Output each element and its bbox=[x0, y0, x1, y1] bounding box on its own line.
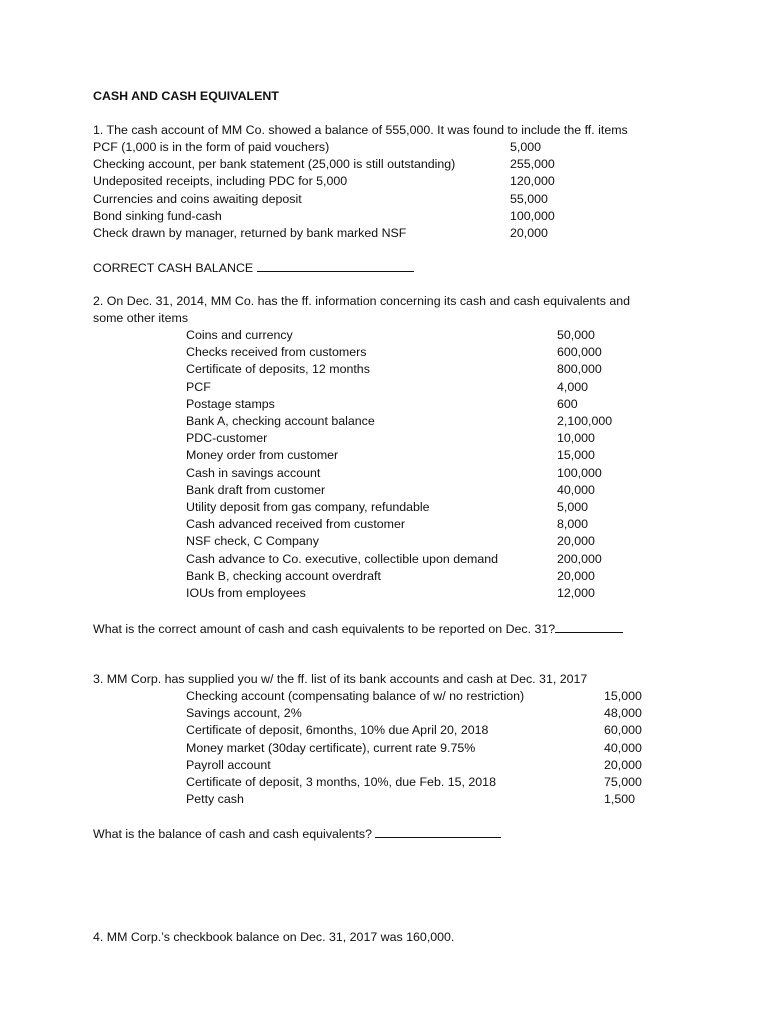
q1-item-label: Check drawn by manager, returned by bank marked NSF bbox=[93, 226, 407, 240]
q2-item bbox=[0, 396, 768, 413]
q2-item-label: NSF check, C Company bbox=[186, 534, 319, 549]
q3-item bbox=[0, 791, 768, 808]
q2-item bbox=[0, 361, 768, 378]
q2-question-line bbox=[93, 620, 623, 638]
q3-item-value: 48,000 bbox=[604, 706, 642, 721]
q2-item bbox=[0, 379, 768, 396]
q2-item-value: 10,000 bbox=[557, 431, 595, 446]
q3-item bbox=[0, 740, 768, 757]
q3-item bbox=[0, 688, 768, 705]
q1-item-label: PCF (1,000 is in the form of paid vouchers) bbox=[93, 140, 330, 154]
q3-item-label: Money market (30day certificate), current rate 9.75% bbox=[186, 740, 476, 755]
q2-item bbox=[0, 430, 768, 447]
q2-item bbox=[0, 447, 768, 464]
q1-item-label: Checking account, per bank statement (25,000 is still outstanding) bbox=[93, 157, 456, 172]
q2-item-value: 600,000 bbox=[557, 345, 602, 360]
q2-item-label: Cash in savings account bbox=[186, 465, 321, 480]
q1-item-label: Currencies and coins awaiting deposit bbox=[93, 191, 302, 206]
q2-item bbox=[0, 482, 768, 499]
q3-item-label: Payroll account bbox=[186, 757, 271, 772]
q1-item bbox=[0, 156, 768, 173]
q2-item-value: 600 bbox=[557, 396, 578, 411]
q2-item-label: Money order from customer bbox=[186, 448, 339, 463]
q1-item bbox=[0, 208, 768, 225]
q3-item-label: Certificate of deposit, 3 months, 10%, due Feb. 15, 2018 bbox=[186, 775, 496, 789]
q1-intro: 1. The cash account of MM Co. showed a balance of 555,000. It was found to include the ff. items bbox=[93, 123, 628, 137]
q1-item-value: 55,000 bbox=[510, 191, 548, 206]
q3-item-label: Savings account, 2% bbox=[186, 706, 302, 721]
q1-item-label: Bond sinking fund-cash bbox=[93, 208, 222, 223]
q2-item-label: Certificate of deposits, 12 months bbox=[186, 362, 370, 377]
q1-item-value: 120,000 bbox=[510, 174, 555, 189]
q1-item bbox=[0, 191, 768, 208]
q2-item-label: Cash advance to Co. executive, collectible upon demand bbox=[186, 551, 499, 566]
q2-item bbox=[0, 585, 768, 602]
q3-item bbox=[0, 722, 768, 739]
q3-item-label: Checking account (compensating balance of w/ no restriction) bbox=[186, 689, 525, 703]
q2-item-label: Postage stamps bbox=[186, 396, 275, 411]
q1-item bbox=[0, 173, 768, 190]
q3-intro: 3. MM Corp. has supplied you w/ the ff. list of its bank accounts and cash at Dec. 31, 2017 bbox=[93, 672, 588, 686]
q1-item bbox=[0, 139, 768, 156]
q2-item-label: IOUs from employees bbox=[186, 586, 306, 600]
q1-answer-blank[interactable] bbox=[257, 259, 414, 272]
q3-item-value: 1,500 bbox=[604, 792, 636, 807]
q2-item-label: Bank A, checking account balance bbox=[186, 414, 375, 428]
q2-item-label: Cash advanced received from customer bbox=[186, 517, 406, 532]
q2-item-value: 2,100,000 bbox=[557, 414, 613, 428]
q2-item-label: Utility deposit from gas company, refundable bbox=[186, 500, 430, 514]
q2-item-value: 12,000 bbox=[557, 586, 595, 600]
q1-answer-label: CORRECT CASH BALANCE bbox=[93, 261, 254, 275]
q3-item-label: Certificate of deposit, 6months, 10% due April 20, 2018 bbox=[186, 723, 489, 738]
q3-question: What is the balance of cash and cash equivalents? bbox=[93, 827, 372, 841]
q2-item-value: 8,000 bbox=[557, 517, 589, 532]
q3-item-value: 40,000 bbox=[604, 740, 642, 755]
q3-item-label: Petty cash bbox=[186, 792, 244, 807]
q3-item bbox=[0, 774, 768, 791]
q2-item-label: Checks received from customers bbox=[186, 345, 367, 360]
q1-item-value: 20,000 bbox=[510, 226, 548, 240]
q2-item-value: 20,000 bbox=[557, 568, 595, 583]
q3-item-value: 20,000 bbox=[604, 757, 642, 772]
q3-question-line bbox=[93, 825, 501, 843]
q2-item bbox=[0, 499, 768, 516]
q2-item bbox=[0, 344, 768, 361]
q2-item-value: 800,000 bbox=[557, 362, 602, 377]
q2-item-label: PCF bbox=[186, 379, 211, 394]
q2-item-label: PDC-customer bbox=[186, 431, 268, 446]
q3-item bbox=[0, 757, 768, 774]
q2-item bbox=[0, 533, 768, 550]
document-title: CASH AND CASH EQUIVALENT bbox=[93, 89, 279, 103]
q2-item bbox=[0, 551, 768, 568]
q1-item-value: 5,000 bbox=[510, 140, 542, 154]
q2-intro-line2: some other items bbox=[93, 311, 189, 325]
q2-item bbox=[0, 568, 768, 585]
q1-item-label: Undeposited receipts, including PDC for 5,000 bbox=[93, 174, 348, 189]
q4-intro: 4. MM Corp.’s checkbook balance on Dec. 31, 2017 was 160,000. bbox=[93, 930, 455, 944]
q2-item bbox=[0, 327, 768, 344]
q2-question: What is the correct amount of cash and cash equivalents to be reported on Dec. 31? bbox=[93, 622, 556, 636]
q1-answer-line bbox=[93, 259, 414, 277]
q1-item-value: 100,000 bbox=[510, 208, 555, 223]
q2-item-value: 5,000 bbox=[557, 500, 589, 514]
q2-item-value: 100,000 bbox=[557, 465, 602, 480]
q2-item-value: 40,000 bbox=[557, 482, 595, 497]
q1-item bbox=[0, 225, 768, 242]
q2-item-value: 50,000 bbox=[557, 328, 595, 342]
q2-item-value: 4,000 bbox=[557, 379, 589, 394]
q2-item-label: Coins and currency bbox=[186, 328, 293, 342]
q3-item-value: 75,000 bbox=[604, 775, 642, 789]
q2-answer-blank[interactable] bbox=[555, 620, 623, 633]
q3-item-value: 15,000 bbox=[604, 689, 642, 703]
q2-item-label: Bank B, checking account overdraft bbox=[186, 568, 381, 583]
q2-item-value: 15,000 bbox=[557, 448, 595, 463]
q2-item-value: 20,000 bbox=[557, 534, 595, 549]
q2-item-value: 200,000 bbox=[557, 551, 602, 566]
q2-item bbox=[0, 413, 768, 430]
q2-item bbox=[0, 465, 768, 482]
q2-item-label: Bank draft from customer bbox=[186, 482, 326, 497]
q2-intro-line1: 2. On Dec. 31, 2014, MM Co. has the ff. information concerning its cash and cash equivalents and bbox=[93, 294, 631, 308]
q3-answer-blank[interactable] bbox=[375, 825, 501, 838]
q2-item bbox=[0, 516, 768, 533]
q1-item-value: 255,000 bbox=[510, 157, 555, 172]
q3-item-value: 60,000 bbox=[604, 723, 642, 738]
q3-item bbox=[0, 705, 768, 722]
